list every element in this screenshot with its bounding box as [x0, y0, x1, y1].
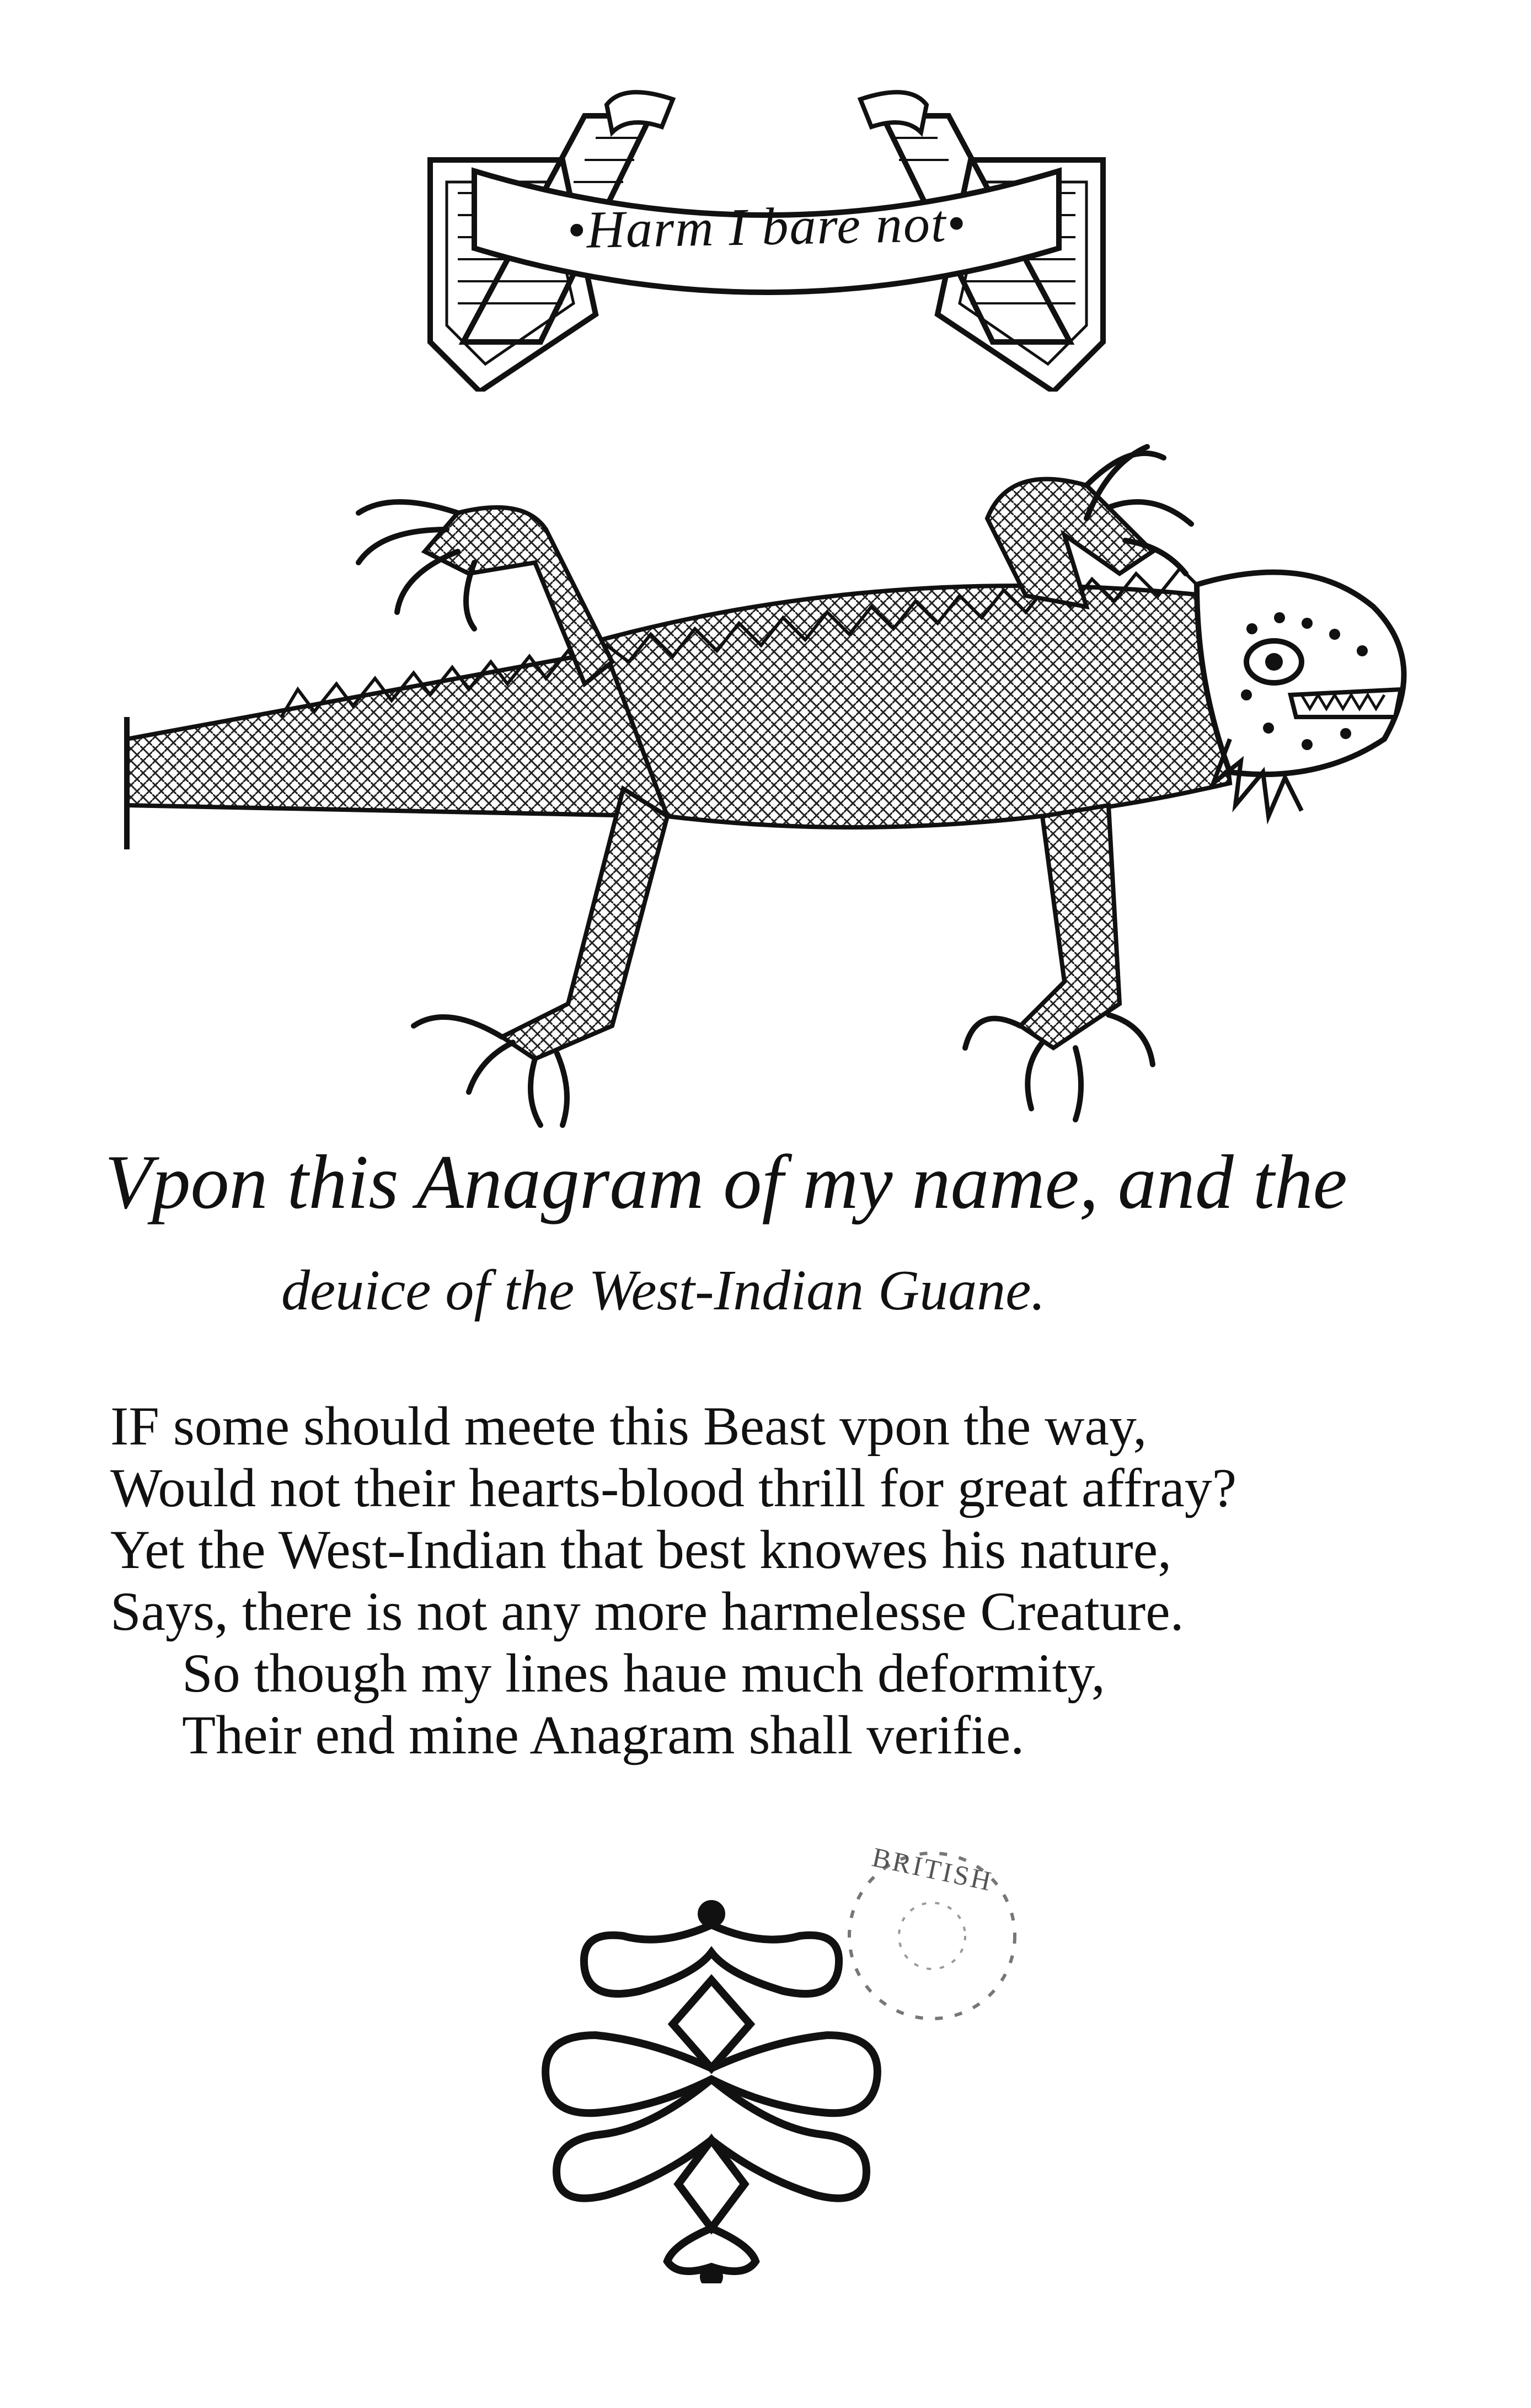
- poem-line: Yet the West-Indian that best knowes his nature,: [110, 1519, 1172, 1580]
- poem-line: IF some should meete this Beast vpon the way,: [110, 1395, 1147, 1457]
- poem-line: Their end mine Anagram shall verifie.: [182, 1704, 1025, 1765]
- poem-line: Would not their hearts-blood thrill for great affray?: [110, 1457, 1237, 1518]
- poem-line: So though my lines haue much deformity,: [182, 1642, 1105, 1704]
- banner-motto: •Harm I bare not•: [566, 193, 967, 260]
- poem-title: Vpon this Anagram of my name, and the: [105, 1139, 1347, 1225]
- stamp-text: BRITISH: [869, 1841, 996, 1897]
- iguana-woodcut-illustration: [116, 430, 1428, 1153]
- poem-subtitle: deuice of the West-Indian Guane.: [281, 1259, 1046, 1322]
- motto-banner: [364, 83, 1169, 392]
- poem-line: Says, there is not any more harmelesse Creature.: [110, 1581, 1184, 1642]
- fleuron-ornament: [529, 1897, 893, 2283]
- poem-body: [110, 1395, 1296, 1766]
